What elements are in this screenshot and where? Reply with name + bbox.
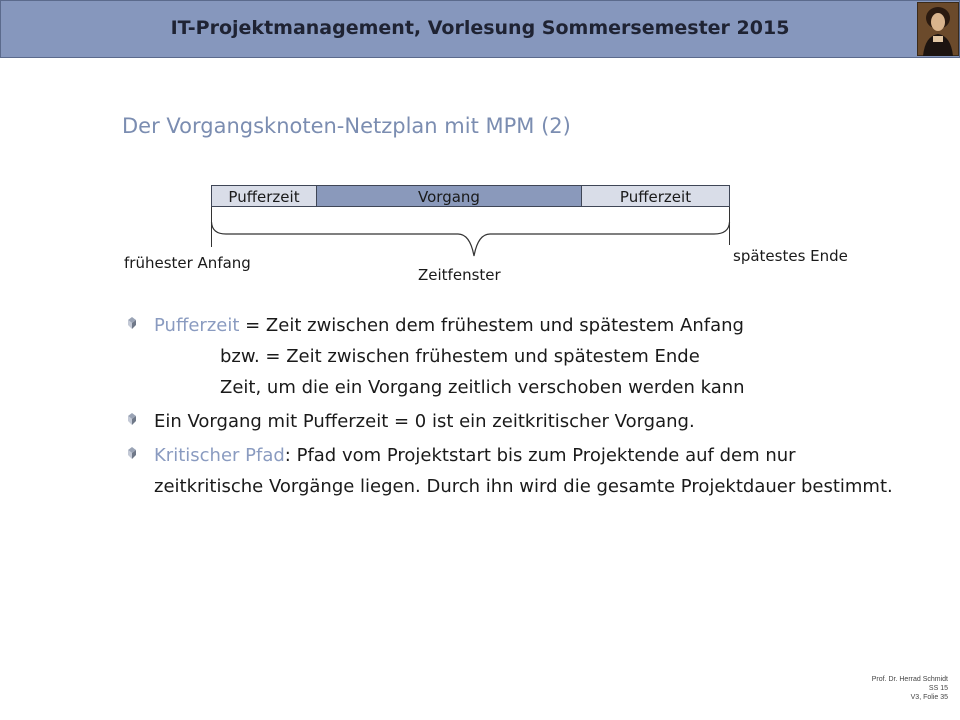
- buffer-box-left: Pufferzeit: [211, 185, 317, 207]
- bullet-pufferzeit: [122, 310, 902, 403]
- earliest-start-label: frühester Anfang: [124, 254, 251, 272]
- bullet-icon: [126, 412, 138, 426]
- bullet-zeitkritisch: [122, 406, 902, 437]
- vorgang-box: Vorgang: [316, 185, 582, 207]
- bullet-kritischer-pfad: [122, 440, 902, 502]
- pufferzeit-line2: bzw. = Zeit zwischen frühestem und spätestem Ende: [220, 346, 700, 367]
- term-kritischer-pfad: Kritischer Pfad: [154, 445, 285, 466]
- footer-slide-number: V3, Folie 35: [910, 694, 948, 701]
- header-title: IT-Projektmanagement, Vorlesung Sommersemester 2015: [170, 17, 790, 39]
- footer-semester: SS 15: [928, 685, 948, 692]
- bullet-list: [122, 310, 902, 505]
- zeitkritisch-text: Ein Vorgang mit Pufferzeit = 0 ist ein zeitkritischer Vorgang.: [154, 411, 695, 432]
- slide-title: Der Vorgangsknoten-Netzplan mit MPM (2): [122, 114, 571, 138]
- pufferzeit-line3: Zeit, um die ein Vorgang zeitlich verschoben werden kann: [220, 377, 745, 398]
- pufferzeit-definition: = Zeit zwischen dem frühestem und spätestem Anfang: [239, 315, 744, 336]
- term-pufferzeit: Pufferzeit: [154, 315, 240, 336]
- buffer-box-right: Pufferzeit: [581, 185, 730, 207]
- bullet-icon: [126, 316, 138, 330]
- footer: [828, 675, 948, 702]
- bullet-icon: [126, 446, 138, 460]
- kritischer-pfad-definition: : Pfad vom Projektstart bis zum Projektende auf dem nur zeitkritische Vorgänge liegen. Durch ihn wird die gesamte Projektdauer bestimmt.: [154, 445, 893, 497]
- footer-author: Prof. Dr. Herrad Schmidt: [871, 676, 948, 683]
- time-window-label: Zeitfenster: [418, 266, 501, 284]
- latest-end-label: spätestes Ende: [733, 247, 848, 265]
